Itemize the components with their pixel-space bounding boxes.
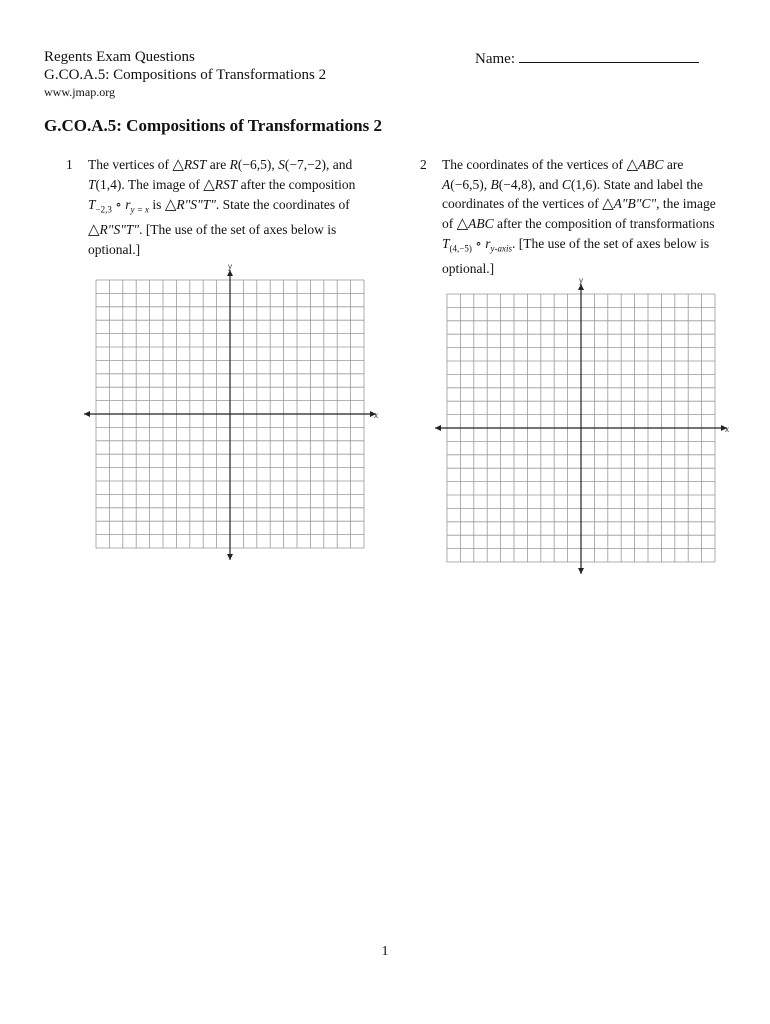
triangle-symbol: △: [602, 196, 614, 212]
text: optional.]: [442, 260, 495, 276]
text: (1,6). State and label the: [570, 177, 703, 192]
name-label: Name:: [475, 51, 515, 67]
page-title: G.CO.A.5: Compositions of Transformations 2: [44, 116, 382, 135]
text: ABC: [468, 216, 494, 231]
coordinate-grid-2: [431, 278, 731, 578]
text: (−7,−2), and: [284, 157, 353, 172]
x-axis-arrow: [84, 411, 90, 417]
text: T: [442, 236, 450, 251]
x-axis-arrow: [435, 425, 441, 431]
triangle-symbol: △: [203, 177, 215, 193]
text: T: [88, 197, 96, 212]
page-number: 1: [381, 944, 389, 959]
text: after the composition of transformations: [493, 216, 715, 231]
header-url: www.jmap.org: [44, 85, 115, 99]
text: is: [149, 197, 165, 212]
question-1: [66, 155, 386, 259]
text: ∘: [111, 197, 126, 212]
text: (−4,8), and: [498, 177, 562, 192]
name-blank-line: [519, 48, 699, 63]
text: The vertices of: [88, 157, 173, 172]
header-line-2: G.CO.A.5: Compositions of Transformations 2: [44, 67, 327, 83]
text: are: [663, 157, 684, 172]
question-text: [88, 155, 386, 259]
y-axis-arrow: [578, 568, 584, 574]
y-axis-arrow: [227, 554, 233, 560]
triangle-symbol: △: [626, 157, 638, 173]
text: optional.]: [88, 241, 141, 257]
x-axis-label: x: [725, 425, 729, 434]
text: are: [206, 157, 230, 172]
text: of: [442, 216, 457, 231]
question-text: [442, 155, 740, 278]
text: ABC: [637, 157, 664, 172]
header-block: [44, 48, 326, 100]
question-number: 1: [66, 157, 73, 172]
text: S: [278, 157, 285, 172]
text: r: [125, 197, 131, 212]
text: , the image: [656, 196, 716, 211]
text: ∘: [471, 236, 486, 251]
y-axis-label: y: [228, 264, 232, 271]
triangle-symbol: △: [164, 197, 177, 213]
coordinate-grid-1: [80, 264, 380, 564]
text: C: [561, 177, 571, 192]
text: . [The use of the set of axes below is: [511, 236, 710, 251]
y-axis-label: y: [579, 278, 583, 285]
question-2: [420, 155, 740, 278]
text: A: [442, 177, 451, 192]
text: R: [229, 157, 238, 172]
text: . State the coordinates of: [215, 197, 350, 212]
subscript: y = x: [130, 204, 150, 215]
triangle-symbol: △: [172, 157, 184, 173]
text: (−6,5),: [237, 157, 279, 172]
text: R"S"T": [176, 197, 216, 212]
text: A"B"C": [613, 196, 657, 211]
text: . [The use of the set of axes below is: [139, 221, 337, 237]
name-field: [475, 48, 699, 68]
x-axis-label: x: [374, 411, 378, 420]
text: (−6,5),: [450, 177, 491, 192]
text: RST: [214, 177, 238, 192]
text: after the composition: [237, 177, 356, 192]
text: (1,4). The image of: [95, 177, 204, 192]
subscript: y-axis: [490, 243, 512, 254]
text: The coordinates of the vertices of: [442, 157, 627, 172]
triangle-symbol: △: [88, 221, 100, 238]
question-number: 2: [420, 157, 427, 172]
text: B: [490, 177, 499, 192]
subscript: (4,−5): [449, 243, 472, 254]
text: coordinates of the vertices of: [442, 196, 603, 211]
text: r: [485, 236, 491, 251]
header-line-1: Regents Exam Questions: [44, 49, 195, 65]
text: RST: [183, 157, 207, 172]
text: T: [88, 177, 96, 192]
text: R"S"T": [99, 221, 140, 237]
triangle-symbol: △: [456, 216, 469, 232]
subscript: −2,3: [95, 204, 112, 215]
